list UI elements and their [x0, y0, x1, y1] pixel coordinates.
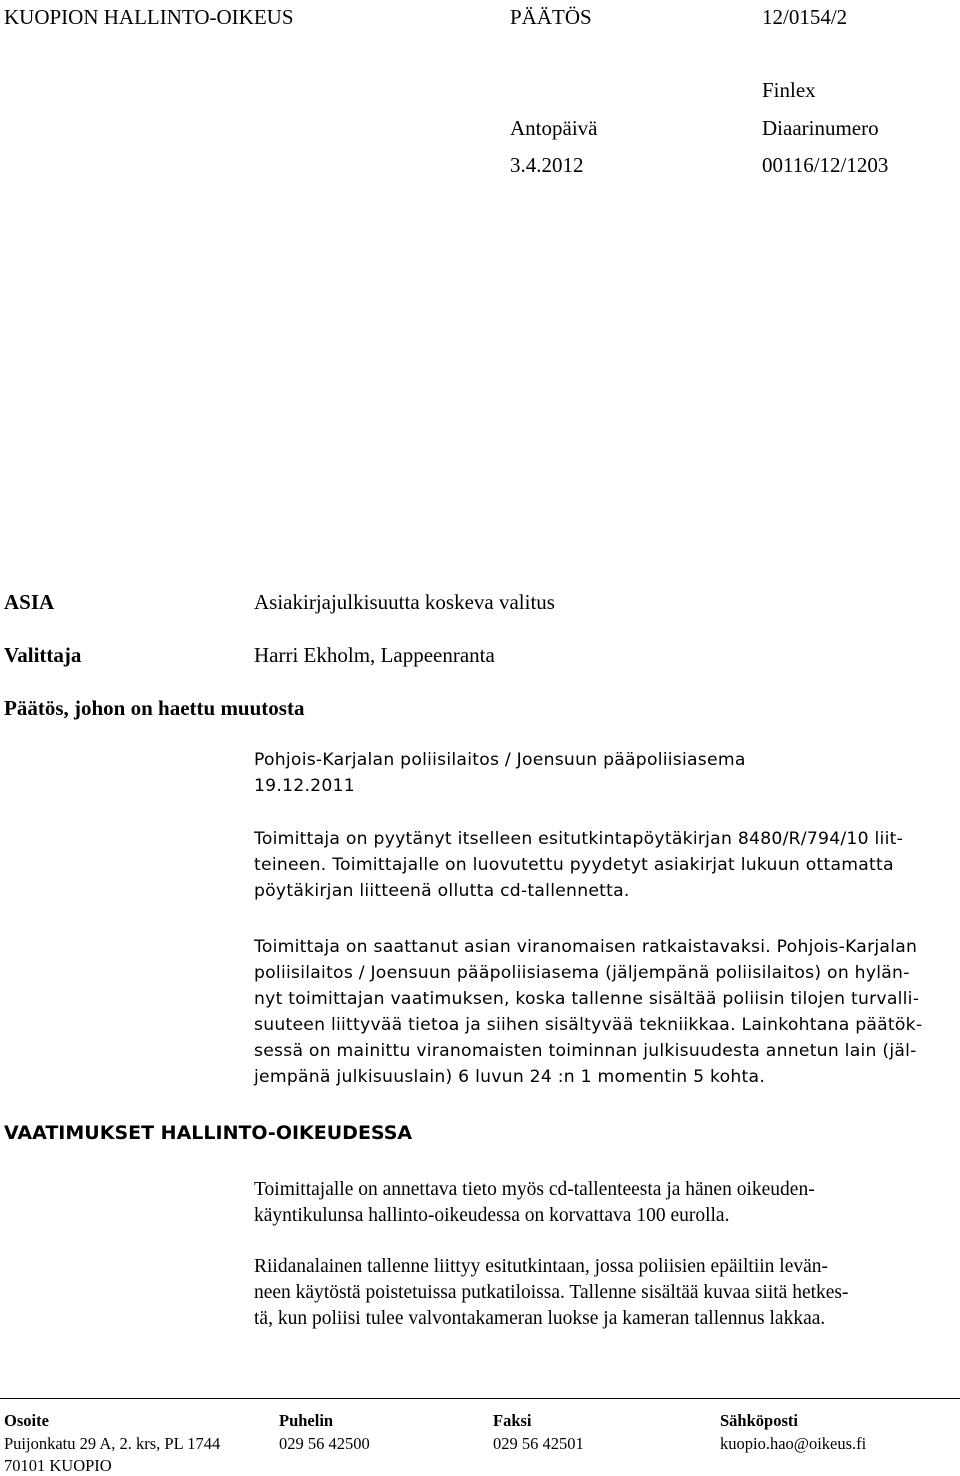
decision-date: 3.4.2012	[510, 153, 584, 177]
text-line: käyntikulunsa hallinto-oikeudessa on korvattava 100 eurolla.	[254, 1205, 730, 1226]
text-line: Toimittaja on pyytänyt itselleen esitutkintapöytäkirjan 8480/R/794/10 liit-	[254, 829, 904, 849]
claims-paragraph-2	[254, 1254, 954, 1332]
finlex-label: Finlex	[762, 78, 816, 102]
text-line: sessä on mainittu viranomaisten toiminnan julkisuudesta annetun lain (jäl-	[254, 1041, 917, 1061]
appealed-decision-label: Päätös, johon on haettu muutosta	[4, 696, 305, 720]
text-line: Toimittaja on saattanut asian viranomaisen ratkaistavaksi. Pohjois-Karjalan	[254, 937, 918, 957]
court-name: KUOPION HALLINTO-OIKEUS	[4, 5, 294, 29]
diary-number: 00116/12/1203	[762, 153, 889, 177]
footer-address-label: Osoite	[4, 1411, 49, 1430]
footer-email[interactable]: kuopio.hao@oikeus.fi	[720, 1434, 867, 1453]
decision-reference: 12/0154/2	[762, 5, 848, 29]
text-line: Toimittajalle on annettava tieto myös cd-tallenteesta ja hänen oikeuden-	[254, 1179, 815, 1200]
text-line: teineen. Toimittajalle on luovutettu pyydetyt asiakirjat lukuun ottamatta	[254, 855, 894, 875]
text-line: pöytäkirjan liitteenä ollutta cd-tallennetta.	[254, 881, 630, 901]
authority-name: Pohjois-Karjalan poliisilaitos / Joensuun pääpoliisiasema	[254, 750, 746, 770]
footer-divider	[0, 1398, 960, 1399]
authority-decision-date: 19.12.2011	[254, 776, 355, 796]
footer-address-line1: Puijonkatu 29 A, 2. krs, PL 1744	[4, 1434, 221, 1453]
document-type: PÄÄTÖS	[510, 5, 592, 29]
footer-fax: 029 56 42501	[493, 1434, 584, 1453]
text-line: nyt toimittajan vaatimuksen, koska tallenne sisältää poliisin tilojen turvalli-	[254, 989, 920, 1009]
text-line: jempänä julkisuuslain) 6 luvun 24 :n 1 momentin 5 kohta.	[254, 1067, 766, 1087]
diary-label: Diaarinumero	[762, 116, 879, 140]
asia-label: ASIA	[4, 590, 55, 614]
text-line: suuteen liittyvää tietoa ja siihen sisältyvää tekniikkaa. Lainkohtana päätök-	[254, 1015, 923, 1035]
footer-phone-label: Puhelin	[279, 1411, 334, 1430]
footer-fax-label: Faksi	[493, 1411, 532, 1430]
valittaja-label: Valittaja	[4, 643, 82, 667]
footer-email-label: Sähköposti	[720, 1411, 798, 1430]
date-label: Antopäivä	[510, 116, 598, 140]
text-line: neen käytöstä poistetuissa putkatiloissa. Tallenne sisältää kuvaa siitä hetkes-	[254, 1282, 849, 1303]
text-line: Riidanalainen tallenne liittyy esitutkintaan, jossa poliisien epäiltiin levän-	[254, 1256, 829, 1277]
asia-value: Asiakirjajulkisuutta koskeva valitus	[254, 590, 555, 614]
background-paragraph-1	[254, 826, 954, 904]
valittaja-value: Harri Ekholm, Lappeenranta	[254, 643, 495, 667]
text-line: tä, kun poliisi tulee valvontakameran luokse ja kameran tallennus lakkaa.	[254, 1308, 826, 1329]
claims-paragraph-1	[254, 1177, 954, 1229]
footer-phone: 029 56 42500	[279, 1434, 370, 1453]
text-line: poliisilaitos / Joensuun pääpoliisiasema (jäljempänä poliisilaitos) on hylän-	[254, 963, 910, 983]
claims-heading: VAATIMUKSET HALLINTO-OIKEUDESSA	[4, 1122, 413, 1144]
footer-address-line2: 70101 KUOPIO	[4, 1456, 112, 1475]
background-paragraph-2	[254, 934, 954, 1090]
